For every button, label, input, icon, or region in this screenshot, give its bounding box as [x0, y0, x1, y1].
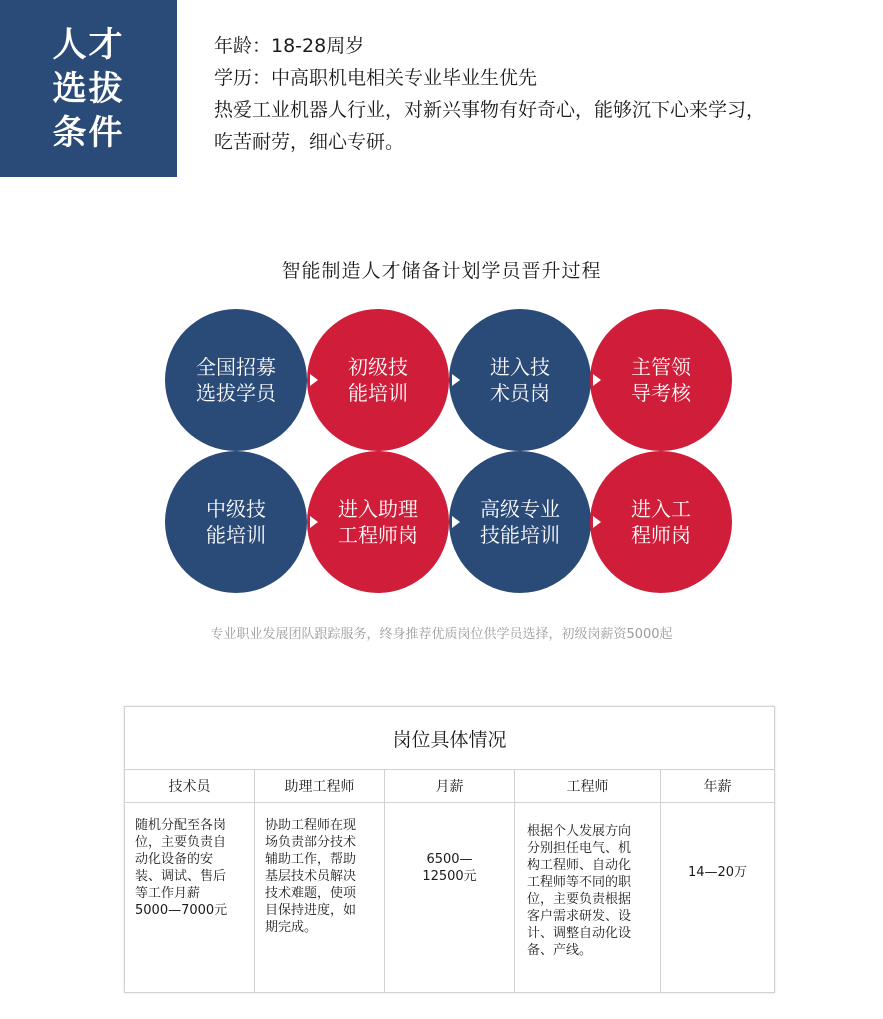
requirement-education: 学历：中高职机电相关专业毕业生优先	[214, 67, 538, 89]
step-advanced-training	[449, 451, 591, 593]
step-label: 主管领 导考核	[631, 355, 691, 405]
requirement-age: 年龄：18-28周岁	[214, 35, 365, 57]
header-monthly-salary: 月薪	[385, 769, 515, 803]
requirement-attitude-1: 热爱工业机器人行业，对新兴事物有好奇心，能够沉下心来学习，	[214, 99, 766, 121]
cell-technician	[125, 803, 255, 993]
step-primary-training	[307, 309, 449, 451]
cell-assistant-engineer	[255, 803, 385, 993]
badge-line-2: 选拔	[52, 68, 125, 109]
position-details-table	[124, 706, 775, 993]
cell-monthly-salary	[385, 803, 515, 993]
requirement-attitude-2: 吃苦耐劳，细心专研。	[214, 131, 405, 153]
header-technician: 技术员	[125, 769, 255, 803]
step-assistant-engineer-post	[307, 451, 449, 593]
arrow-right-icon	[593, 374, 601, 386]
cell-technician-text: 随机分配至各岗 位，主要负责自 动化设备的安 装、调试、售后 等工作月薪 5000—7000元	[135, 818, 228, 918]
arrow-right-icon	[452, 374, 460, 386]
cell-annual-salary-text: 14—20万	[687, 864, 748, 880]
step-label: 进入助理 工程师岗	[338, 497, 418, 547]
arrow-right-icon	[310, 374, 318, 386]
cell-engineer	[515, 803, 661, 993]
talent-selection-badge	[0, 0, 177, 177]
step-label: 中级技 能培训	[206, 497, 266, 547]
cell-assistant-engineer-text: 协助工程师在现 场负责部分技术 辅助工作，帮助 基层技术员解决 技术难题，使项 目保持进度，如 期完成。	[265, 818, 357, 935]
arrow-right-icon	[593, 516, 601, 528]
requirements-list	[214, 30, 874, 158]
cell-monthly-salary-text: 6500— 12500元	[422, 852, 477, 884]
cell-annual-salary	[661, 803, 774, 993]
promotion-title: 智能制造人才储备计划学员晋升过程	[281, 260, 602, 282]
step-label: 进入工 程师岗	[631, 497, 691, 547]
cell-engineer-text: 根据个人发展方向 分别担任电气、机 构工程师、自动化 工程师等不同的职 位，主要负责根据 客户需求研发、设 计、调整自动化设 备、产线。	[527, 824, 632, 958]
step-label: 全国招募 选拔学员	[196, 355, 276, 405]
arrow-right-icon	[452, 516, 460, 528]
badge-line-1: 人才	[52, 24, 125, 65]
step-recruit	[165, 309, 307, 451]
step-technician-post	[449, 309, 591, 451]
header-assistant-engineer: 助理工程师	[255, 769, 385, 803]
career-service-note: 专业职业发展团队跟踪服务，终身推荐优质岗位供学员选择，初级岗薪资5000起	[210, 627, 673, 642]
step-label: 初级技 能培训	[348, 355, 408, 405]
step-supervisor-review	[590, 309, 732, 451]
arrow-right-icon	[310, 516, 318, 528]
step-label: 进入技 术员岗	[490, 355, 550, 405]
step-label: 高级专业 技能培训	[480, 497, 560, 547]
header-engineer: 工程师	[515, 769, 661, 803]
step-intermediate-training	[165, 451, 307, 593]
badge-line-3: 条件	[52, 112, 125, 153]
table-title: 岗位具体情况	[392, 728, 507, 751]
header-annual-salary: 年薪	[661, 769, 774, 803]
step-engineer-post	[590, 451, 732, 593]
